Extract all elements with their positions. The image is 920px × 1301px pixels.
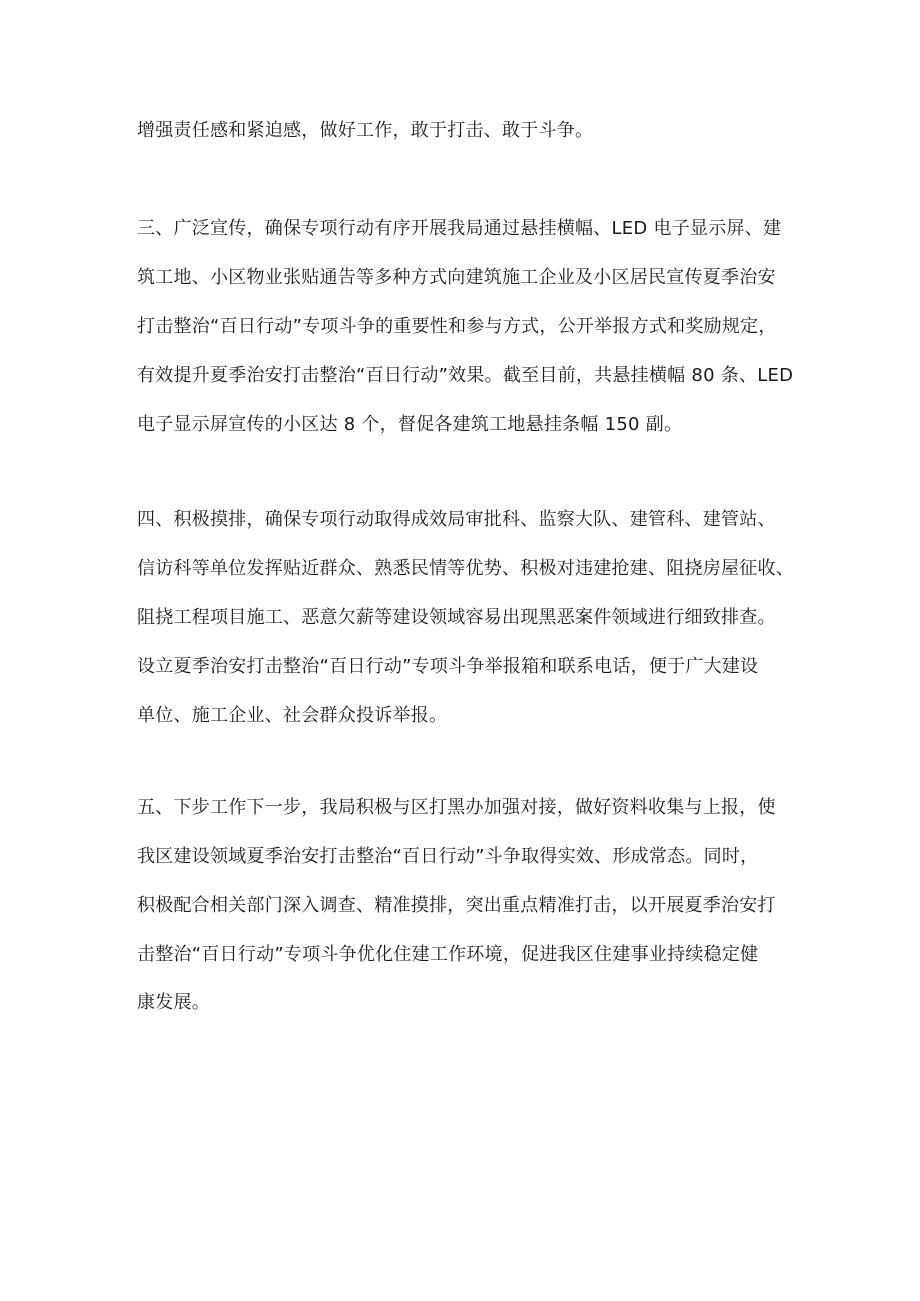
paragraph-4-line-1: 五、下步工作下一步，我局积极与区打黑办加强对接，做好资料收集与上报，使 xyxy=(137,797,776,818)
paragraph-4-line-3: 积极配合相关部门深入调查、精准摸排，突出重点精准打击，以开展夏季治安打 xyxy=(137,895,776,916)
paragraph-2-line-3: 打击整治“百日行动”专项斗争的重要性和参与方式，公开举报方式和奖励规定， xyxy=(137,316,777,337)
paragraph-4-line-2: 我区建设领域夏季治安打击整治“百日行动”斗争取得实效、形成常态。同时， xyxy=(137,846,759,867)
paragraph-3-line-3: 阻挠工程项目施工、恶意欠薪等建设领域容易出现黑恶案件领域进行细致排查。 xyxy=(137,607,776,628)
paragraph-3-line-4: 设立夏季治安打击整治“百日行动”专项斗争举报箱和联系电话，便于广大建设 xyxy=(137,656,759,677)
paragraph-3-line-1: 四、积极摸排，确保专项行动取得成效局审批科、监察大队、建管科、建管站、 xyxy=(137,509,776,530)
paragraph-4-line-4: 击整治“百日行动”专项斗争优化住建工作环境，促进我区住建事业持续稳定健 xyxy=(137,944,759,965)
paragraph-2-line-5: 电子显示屏宣传的小区达 8 个，督促各建筑工地悬挂条幅 150 副。 xyxy=(137,414,683,435)
paragraph-3-line-2: 信访科等单位发挥贴近群众、熟悉民情等优势、积极对违建抢建、阻挠房屋征收、 xyxy=(137,558,794,579)
paragraph-2-line-1: 三、广泛宣传，确保专项行动有序开展我局通过悬挂横幅、LED 电子显示屏、建 xyxy=(137,218,782,239)
paragraph-3-line-5: 单位、施工企业、社会群众投诉举报。 xyxy=(137,705,448,726)
paragraph-2-line-4: 有效提升夏季治安打击整治“百日行动”效果。截至目前，共悬挂横幅 80 条、LED xyxy=(137,365,794,386)
paragraph-4-line-5: 康发展。 xyxy=(137,992,210,1013)
paragraph-1-line-1: 增强责任感和紧迫感，做好工作，敢于打击、敢于斗争。 xyxy=(137,120,594,141)
paragraph-2-line-2: 筑工地、小区物业张贴通告等多种方式向建筑施工企业及小区居民宣传夏季治安 xyxy=(137,267,776,288)
